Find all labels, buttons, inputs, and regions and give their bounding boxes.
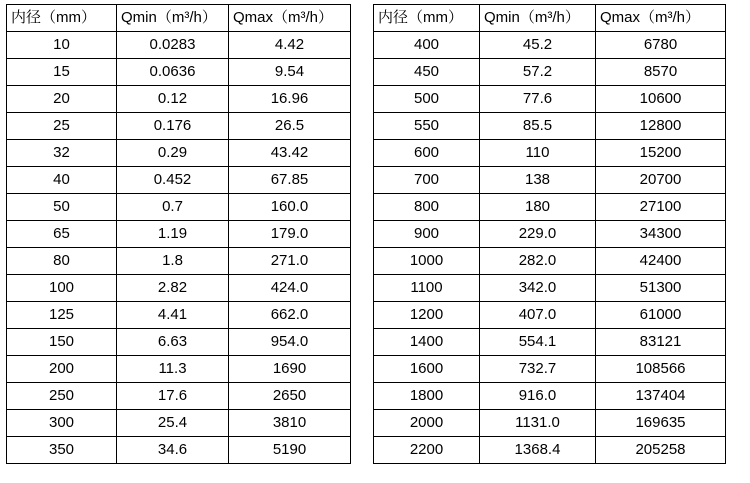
table-row (374, 383, 726, 410)
cell-qmax: 34300 (596, 221, 726, 248)
cell-qmax: 169635 (596, 410, 726, 437)
cell-inner-diameter: 600 (374, 140, 480, 167)
table-row (374, 167, 726, 194)
cell-inner-diameter: 125 (7, 302, 117, 329)
table-row (7, 302, 351, 329)
cell-qmin: 2.82 (117, 275, 229, 302)
table-header (7, 5, 351, 32)
cell-inner-diameter: 800 (374, 194, 480, 221)
cell-qmin: 916.0 (480, 383, 596, 410)
cell-inner-diameter: 150 (7, 329, 117, 356)
cell-qmax: 15200 (596, 140, 726, 167)
table-row (7, 248, 351, 275)
cell-qmax: 43.42 (229, 140, 351, 167)
cell-qmax: 42400 (596, 248, 726, 275)
cell-qmin: 0.7 (117, 194, 229, 221)
table-row (7, 356, 351, 383)
cell-inner-diameter: 450 (374, 59, 480, 86)
cell-inner-diameter: 900 (374, 221, 480, 248)
table-row (374, 356, 726, 383)
cell-qmin: 1.19 (117, 221, 229, 248)
cell-inner-diameter: 40 (7, 167, 117, 194)
table-row (374, 140, 726, 167)
cell-inner-diameter: 400 (374, 32, 480, 59)
table-row (7, 167, 351, 194)
cell-inner-diameter: 10 (7, 32, 117, 59)
cell-qmax: 205258 (596, 437, 726, 464)
header-row (374, 5, 726, 32)
column-header-inner-diameter: 内径（mm） (374, 5, 480, 32)
cell-inner-diameter: 1800 (374, 383, 480, 410)
cell-qmax: 51300 (596, 275, 726, 302)
cell-inner-diameter: 100 (7, 275, 117, 302)
cell-qmin: 25.4 (117, 410, 229, 437)
cell-inner-diameter: 700 (374, 167, 480, 194)
cell-qmax: 108566 (596, 356, 726, 383)
cell-qmin: 4.41 (117, 302, 229, 329)
cell-qmax: 26.5 (229, 113, 351, 140)
cell-qmin: 45.2 (480, 32, 596, 59)
cell-inner-diameter: 20 (7, 86, 117, 113)
cell-inner-diameter: 32 (7, 140, 117, 167)
table-row (7, 437, 351, 464)
cell-qmin: 554.1 (480, 329, 596, 356)
cell-qmin: 0.452 (117, 167, 229, 194)
table-row (374, 32, 726, 59)
table-row (374, 221, 726, 248)
cell-inner-diameter: 1000 (374, 248, 480, 275)
cell-qmin: 1131.0 (480, 410, 596, 437)
table-body (374, 32, 726, 464)
cell-inner-diameter: 300 (7, 410, 117, 437)
table-row (7, 329, 351, 356)
cell-inner-diameter: 1100 (374, 275, 480, 302)
cell-qmax: 67.85 (229, 167, 351, 194)
cell-inner-diameter: 1400 (374, 329, 480, 356)
cell-qmax: 160.0 (229, 194, 351, 221)
cell-qmin: 110 (480, 140, 596, 167)
cell-qmax: 179.0 (229, 221, 351, 248)
cell-inner-diameter: 25 (7, 113, 117, 140)
cell-qmax: 137404 (596, 383, 726, 410)
cell-qmin: 229.0 (480, 221, 596, 248)
table-row (7, 275, 351, 302)
cell-inner-diameter: 200 (7, 356, 117, 383)
cell-qmin: 57.2 (480, 59, 596, 86)
cell-inner-diameter: 1200 (374, 302, 480, 329)
table-row (7, 59, 351, 86)
cell-qmax: 4.42 (229, 32, 351, 59)
cell-inner-diameter: 15 (7, 59, 117, 86)
cell-qmin: 1368.4 (480, 437, 596, 464)
table-body (7, 32, 351, 464)
cell-qmax: 12800 (596, 113, 726, 140)
large-diameter-table (373, 4, 726, 464)
cell-qmax: 5190 (229, 437, 351, 464)
table-row (374, 275, 726, 302)
table-row (374, 59, 726, 86)
cell-inner-diameter: 2200 (374, 437, 480, 464)
cell-inner-diameter: 80 (7, 248, 117, 275)
cell-qmin: 0.29 (117, 140, 229, 167)
cell-qmin: 282.0 (480, 248, 596, 275)
cell-qmin: 17.6 (117, 383, 229, 410)
cell-inner-diameter: 550 (374, 113, 480, 140)
cell-qmin: 34.6 (117, 437, 229, 464)
cell-inner-diameter: 350 (7, 437, 117, 464)
cell-qmin: 732.7 (480, 356, 596, 383)
table-row (374, 437, 726, 464)
cell-qmin: 342.0 (480, 275, 596, 302)
cell-qmin: 180 (480, 194, 596, 221)
cell-qmin: 6.63 (117, 329, 229, 356)
column-header-inner-diameter: 内径（mm） (7, 5, 117, 32)
header-row (7, 5, 351, 32)
cell-qmax: 9.54 (229, 59, 351, 86)
table-row (7, 410, 351, 437)
cell-qmax: 662.0 (229, 302, 351, 329)
cell-qmin: 11.3 (117, 356, 229, 383)
cell-qmin: 138 (480, 167, 596, 194)
cell-qmax: 3810 (229, 410, 351, 437)
table-row (7, 140, 351, 167)
cell-inner-diameter: 500 (374, 86, 480, 113)
cell-inner-diameter: 2000 (374, 410, 480, 437)
cell-qmin: 77.6 (480, 86, 596, 113)
cell-qmin: 1.8 (117, 248, 229, 275)
cell-qmax: 8570 (596, 59, 726, 86)
table-row (374, 113, 726, 140)
cell-qmax: 61000 (596, 302, 726, 329)
table-row (7, 383, 351, 410)
cell-qmax: 27100 (596, 194, 726, 221)
table-row (374, 86, 726, 113)
table-row (374, 329, 726, 356)
cell-qmax: 2650 (229, 383, 351, 410)
table-row (7, 86, 351, 113)
cell-qmax: 954.0 (229, 329, 351, 356)
cell-inner-diameter: 65 (7, 221, 117, 248)
cell-qmin: 407.0 (480, 302, 596, 329)
table-row (374, 302, 726, 329)
cell-inner-diameter: 250 (7, 383, 117, 410)
cell-qmax: 424.0 (229, 275, 351, 302)
column-header-qmax: Qmax（m³/h） (596, 5, 726, 32)
cell-inner-diameter: 1600 (374, 356, 480, 383)
column-header-qmin: Qmin（m³/h） (117, 5, 229, 32)
cell-qmax: 83121 (596, 329, 726, 356)
small-diameter-table (6, 4, 351, 464)
cell-qmax: 271.0 (229, 248, 351, 275)
cell-qmin: 85.5 (480, 113, 596, 140)
column-header-qmax: Qmax（m³/h） (229, 5, 351, 32)
table-header (374, 5, 726, 32)
table-row (374, 410, 726, 437)
cell-qmax: 20700 (596, 167, 726, 194)
cell-inner-diameter: 50 (7, 194, 117, 221)
table-row (7, 221, 351, 248)
cell-qmax: 1690 (229, 356, 351, 383)
cell-qmin: 0.12 (117, 86, 229, 113)
table-row (374, 194, 726, 221)
cell-qmax: 10600 (596, 86, 726, 113)
table-row (374, 248, 726, 275)
table-row (7, 194, 351, 221)
column-header-qmin: Qmin（m³/h） (480, 5, 596, 32)
cell-qmin: 0.0283 (117, 32, 229, 59)
cell-qmax: 6780 (596, 32, 726, 59)
cell-qmax: 16.96 (229, 86, 351, 113)
table-row (7, 113, 351, 140)
cell-qmin: 0.176 (117, 113, 229, 140)
table-row (7, 32, 351, 59)
cell-qmin: 0.0636 (117, 59, 229, 86)
